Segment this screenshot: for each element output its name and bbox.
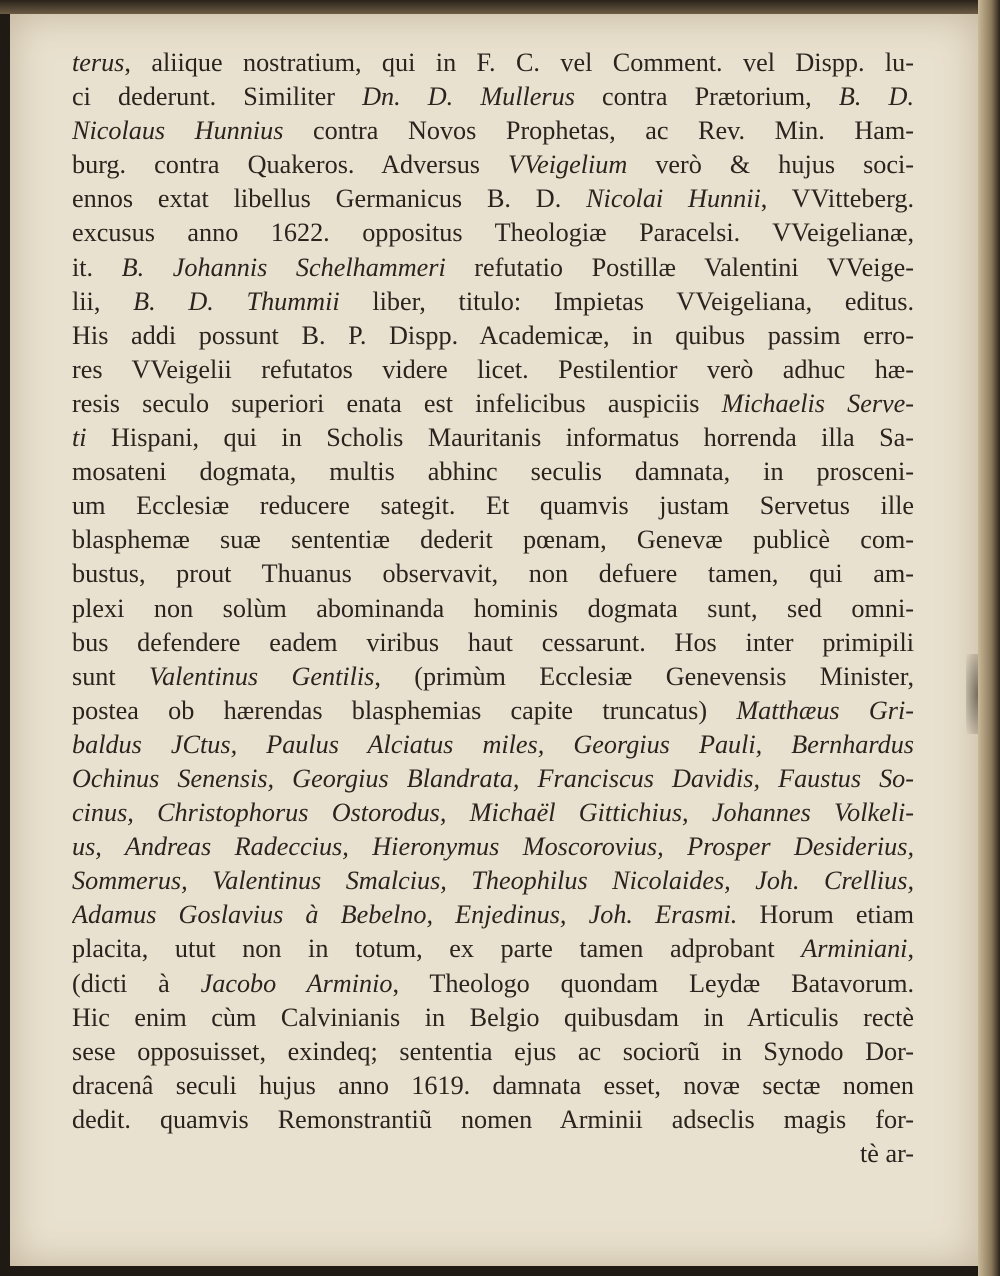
text-segment: Horum etiam bbox=[737, 900, 914, 930]
text-segment: burg. contra Quakeros. Adversus bbox=[72, 150, 509, 180]
text-segment: dedit. quamvis Remonstrantiũ nomen Arminii adseclis magis for- bbox=[72, 1104, 914, 1134]
italic-text-segment: VVeigelium bbox=[508, 150, 628, 180]
text-line bbox=[72, 762, 914, 796]
text-line bbox=[72, 319, 914, 353]
text-line bbox=[72, 694, 914, 728]
text-segment: mosateni dogmata, multis abhinc seculis damnata, in prosceni- bbox=[72, 457, 914, 487]
text-line bbox=[72, 830, 914, 864]
text-line bbox=[72, 46, 914, 80]
italic-text-segment: Matthæus Gri- bbox=[736, 695, 914, 725]
text-segment: contra Prætorium, bbox=[574, 82, 839, 112]
text-line bbox=[72, 660, 914, 694]
text-segment: plexi non solùm abominanda hominis dogmata sunt, sed omni- bbox=[72, 593, 914, 623]
book-page bbox=[10, 14, 978, 1266]
text-line bbox=[72, 1103, 914, 1137]
text-segment: ennos extat libellus Germanicus B. D. bbox=[72, 184, 587, 214]
text-segment: (dicti à bbox=[72, 968, 201, 998]
text-line bbox=[72, 251, 914, 285]
text-segment: Hispani, qui in Scholis Mauritanis informatus horrenda illa Sa- bbox=[86, 423, 914, 453]
text-line bbox=[72, 898, 914, 932]
text-line bbox=[72, 80, 914, 114]
italic-text-segment: Adamus Goslavius à Bebelno, Enjedinus, Joh. Erasmi. bbox=[72, 900, 738, 930]
italic-text-segment: baldus JCtus, Paulus Alciatus miles, Georgius Pauli, Bernhardus bbox=[72, 729, 914, 759]
italic-text-segment: us, Andreas Radeccius, Hieronymus Moscorovius, Prosper Desiderius, bbox=[72, 832, 914, 862]
text-line bbox=[72, 1069, 914, 1103]
italic-text-segment: Sommerus, Valentinus Smalcius, Theophilus Nicolaides, Joh. Crellius, bbox=[72, 866, 914, 896]
text-segment: excusus anno 1622. oppositus Theologiæ Paracelsi. VVeigelianæ, bbox=[72, 218, 914, 248]
text-line bbox=[72, 489, 914, 523]
page-edge-right bbox=[978, 0, 1000, 1276]
text-segment: um Ecclesiæ reducere sategit. Et quamvis justam Servetus ille bbox=[72, 491, 914, 521]
italic-text-segment: Dn. D. Mullerus bbox=[362, 82, 575, 112]
text-line bbox=[72, 557, 914, 591]
text-line bbox=[72, 114, 914, 148]
text-segment: blasphemæ suæ sententiæ dederit pœnam, Genevæ publicè com- bbox=[72, 525, 914, 555]
italic-text-segment: Jacobo Arminio bbox=[200, 968, 393, 998]
text-line bbox=[72, 148, 914, 182]
text-segment: , Theologo quondam Leydæ Batavorum. bbox=[392, 968, 914, 998]
text-segment: bustus, prout Thuanus observavit, non defuere tamen, qui am- bbox=[72, 559, 914, 589]
text-segment: sunt bbox=[72, 661, 149, 691]
text-line bbox=[72, 421, 914, 455]
italic-text-segment: Nicolai Hunnii bbox=[586, 184, 761, 214]
text-segment: res VVeigelii refutatos videre licet. Pestilentior verò adhuc hæ- bbox=[72, 354, 914, 384]
text-line bbox=[72, 353, 914, 387]
italic-text-segment: Michaelis Serve- bbox=[721, 388, 914, 418]
text-line bbox=[72, 864, 914, 898]
text-line bbox=[72, 728, 914, 762]
italic-text-segment: B. Johannis Schelhammeri bbox=[121, 252, 446, 282]
italic-text-segment: B. D. bbox=[838, 82, 914, 112]
italic-text-segment: Nicolaus Hunnius bbox=[72, 116, 284, 146]
scan-shadow bbox=[966, 654, 978, 734]
text-segment: lii, bbox=[72, 286, 134, 316]
italic-text-segment: ti bbox=[72, 423, 87, 453]
italic-text-segment: Ochinus Senensis, Georgius Blandrata, Franciscus Davidis, Faustus So- bbox=[72, 763, 914, 793]
text-segment: , (primùm Ecclesiæ Genevensis Minister, bbox=[374, 661, 914, 691]
text-segment: , bbox=[907, 934, 914, 964]
text-segment: placita, utut non in totum, ex parte tamen adprobant bbox=[72, 934, 802, 964]
text-segment: , aliique nostratium, qui in F. C. vel Comment. vel Dispp. lu- bbox=[124, 48, 914, 77]
scan-top-edge bbox=[0, 0, 1000, 14]
text-segment: sese opposuisset, exindeq; sententia ejus ac sociorũ in Synodo Dor- bbox=[72, 1036, 914, 1066]
text-line bbox=[72, 182, 914, 216]
text-line bbox=[72, 216, 914, 250]
text-line bbox=[72, 932, 914, 966]
italic-text-segment: terus bbox=[72, 48, 125, 77]
text-line bbox=[72, 967, 914, 1001]
text-line bbox=[72, 626, 914, 660]
italic-text-segment: Valentinus Gentilis bbox=[149, 661, 375, 691]
text-line bbox=[72, 523, 914, 557]
text-segment: dracenâ seculi hujus anno 1619. damnata esset, novæ sectæ nomen bbox=[72, 1070, 914, 1100]
text-segment: it. bbox=[72, 252, 122, 282]
page-text bbox=[72, 46, 914, 1171]
text-line bbox=[72, 1001, 914, 1035]
text-segment: ci dederunt. Similiter bbox=[72, 82, 363, 112]
text-segment: , VVitteberg. bbox=[760, 184, 914, 214]
text-segment: bus defendere eadem viribus haut cessarunt. Hos inter primipili bbox=[72, 627, 914, 657]
text-segment: liber, titulo: Impietas VVeigeliana, editus. bbox=[339, 286, 914, 316]
text-line bbox=[72, 592, 914, 626]
text-segment: refutatio Postillæ Valentini VVeige- bbox=[445, 252, 914, 282]
italic-text-segment: cinus, Christophorus Ostorodus, Michaël Gittichius, Johannes Volkeli- bbox=[72, 798, 914, 828]
text-line bbox=[72, 1035, 914, 1069]
italic-text-segment: Arminiani bbox=[801, 934, 908, 964]
text-line bbox=[72, 285, 914, 319]
text-line bbox=[72, 455, 914, 489]
text-segment: Hic enim cùm Calvinianis in Belgio quibusdam in Articulis rectè bbox=[72, 1002, 914, 1032]
catchword: tè ar- bbox=[860, 1139, 914, 1168]
text-segment: verò & hujus soci- bbox=[627, 150, 914, 180]
text-segment: contra Novos Prophetas, ac Rev. Min. Ham- bbox=[283, 116, 914, 146]
text-line bbox=[72, 387, 914, 421]
text-segment: postea ob hærendas blasphemias capite truncatus) bbox=[72, 695, 737, 725]
text-line bbox=[72, 796, 914, 830]
italic-text-segment: B. D. Thummii bbox=[133, 286, 340, 316]
text-segment: resis seculo superiori enata est infelicibus auspiciis bbox=[72, 388, 722, 418]
text-segment: His addi possunt B. P. Dispp. Academicæ, in quibus passim erro- bbox=[72, 320, 914, 350]
